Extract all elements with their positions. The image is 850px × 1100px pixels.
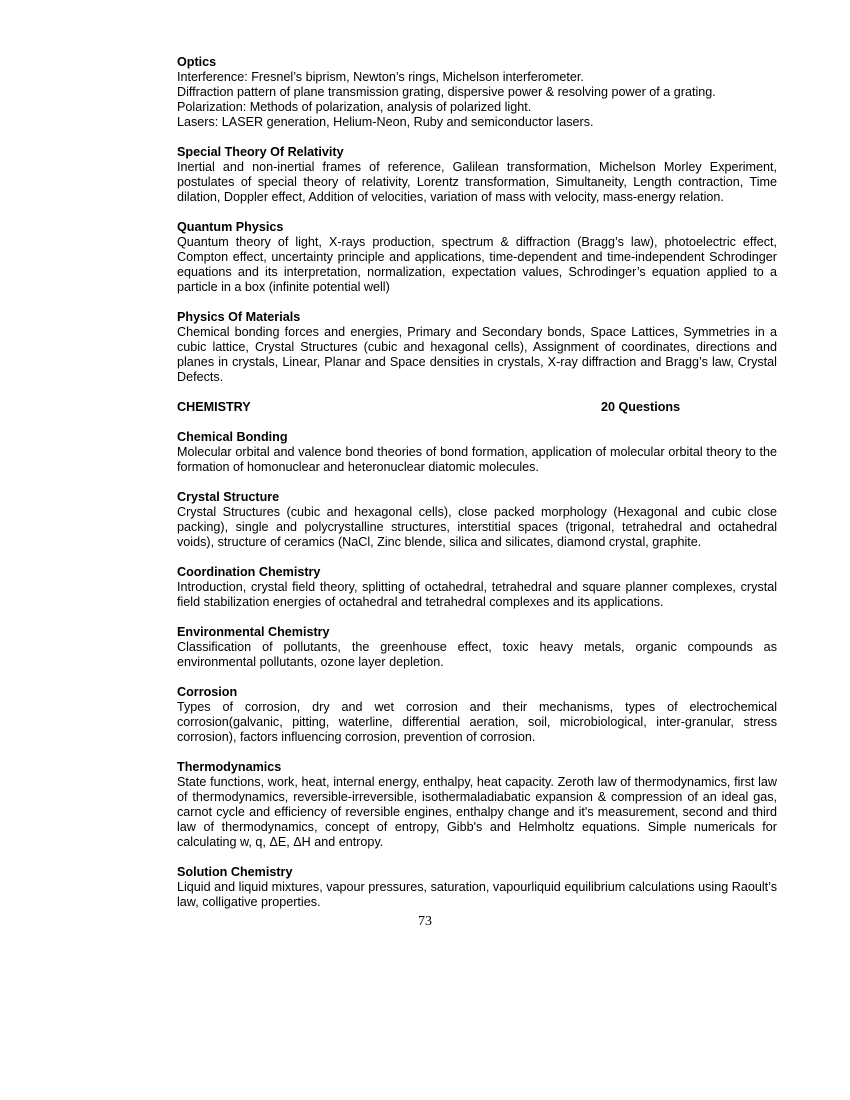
section-body: Introduction, crystal field theory, splitting of octahedral, tetrahedral and square planner complexes, crystal field stabilization energies of octahedral and tetrahedral complexes and its applications.	[177, 580, 777, 609]
section-title: Optics	[177, 55, 217, 69]
chemistry-header	[177, 400, 777, 415]
section-body: Crystal Structures (cubic and hexagonal cells), close packed morphology (Hexagonal and cubic close packing), single and polycrystalline structures, interstitial spaces (trigonal, tetrahedral and octahedral voids), structure of ceramics (NaCl, Zinc blende, silica and silicates, diamond crystal, graphite.	[177, 505, 777, 549]
section-body: Liquid and liquid mixtures, vapour pressures, saturation, vapourliquid equilibrium calculations using Raoult’s law, colligative properties.	[177, 880, 777, 909]
section-body: Classification of pollutants, the greenhouse effect, toxic heavy metals, organic compounds as environmental pollutants, ozone layer depletion.	[177, 640, 777, 669]
page-number: 73	[418, 914, 432, 929]
section-crystal-structure	[177, 490, 777, 550]
question-count: 20 Questions	[601, 400, 681, 414]
section-line: Diffraction pattern of plane transmission grating, dispersive power & resolving power of a grating.	[177, 85, 716, 99]
section-title: Thermodynamics	[177, 760, 282, 774]
section-body: Inertial and non-inertial frames of reference, Galilean transformation, Michelson Morley Experiment, postulates of special theory of relativity, Lorentz transformation, Simultaneity, Length contraction, Time dilation, Doppler effect, Addition of velocities, variation of mass with velocity, mass-energy relation.	[177, 160, 777, 204]
section-title: Corrosion	[177, 685, 238, 699]
section-corrosion	[177, 685, 777, 745]
section-coordination-chemistry	[177, 565, 777, 610]
section-chemical-bonding	[177, 430, 777, 475]
section-line: Polarization: Methods of polarization, analysis of polarized light.	[177, 100, 532, 114]
section-title: Chemical Bonding	[177, 430, 288, 444]
subject-title: CHEMISTRY	[177, 400, 251, 414]
section-body: Types of corrosion, dry and wet corrosion and their mechanisms, types of electrochemical corrosion(galvanic, pitting, waterline, differential aeration, soil, microbiological, inter-granular, stress corrosion), factors influencing corrosion, prevention of corrosion.	[177, 700, 777, 744]
section-line: Lasers: LASER generation, Helium-Neon, Ruby and semiconductor lasers.	[177, 115, 594, 129]
section-solution-chemistry	[177, 865, 777, 910]
section-special-relativity	[177, 145, 777, 205]
section-title: Coordination Chemistry	[177, 565, 321, 579]
section-title: Environmental Chemistry	[177, 625, 330, 639]
section-physics-of-materials	[177, 310, 777, 385]
section-body: State functions, work, heat, internal energy, enthalpy, heat capacity. Zeroth law of thermodynamics, first law of thermodynamics, reversible-irreversible, isothermaladiabatic expansion & compression of an ideal gas, carnot cycle and efficiency of reversible engines, enthalpy change and it's measurement, second and third law of thermodynamics, concept of entropy, Gibb's and Helmholtz equations. Simple numericals for calculating w, q, ΔE, ΔH and entropy.	[177, 775, 777, 849]
section-title: Solution Chemistry	[177, 865, 293, 879]
section-environmental-chemistry	[177, 625, 777, 670]
section-thermodynamics	[177, 760, 777, 850]
section-title: Physics Of Materials	[177, 310, 301, 324]
page-content	[177, 55, 777, 910]
section-quantum-physics	[177, 220, 777, 295]
section-title: Crystal Structure	[177, 490, 280, 504]
section-title: Quantum Physics	[177, 220, 284, 234]
section-title: Special Theory Of Relativity	[177, 145, 344, 159]
section-optics	[177, 55, 777, 130]
section-body: Molecular orbital and valence bond theories of bond formation, application of molecular orbital theory to the formation of homonuclear and heteronuclear diatomic molecules.	[177, 445, 777, 474]
section-line: Interference: Fresnel’s biprism, Newton’s rings, Michelson interferometer.	[177, 70, 584, 84]
section-body: Chemical bonding forces and energies, Primary and Secondary bonds, Space Lattices, Symmetries in a cubic lattice, Crystal Structures (cubic and hexagonal cells), Assignment of coordinates, directions and planes in crystals, Linear, Planar and Space densities in crystals, X-ray diffraction and Bragg’s law, Crystal Defects.	[177, 325, 777, 384]
section-body: Quantum theory of light, X-rays production, spectrum & diffraction (Bragg’s law), photoelectric effect, Compton effect, uncertainty principle and applications, time-dependent and time-independent Schrodinger equations and its interpretation, normalization, expectation values, Schrodinger’s equation applied to a particle in a box (infinite potential well)	[177, 235, 777, 294]
